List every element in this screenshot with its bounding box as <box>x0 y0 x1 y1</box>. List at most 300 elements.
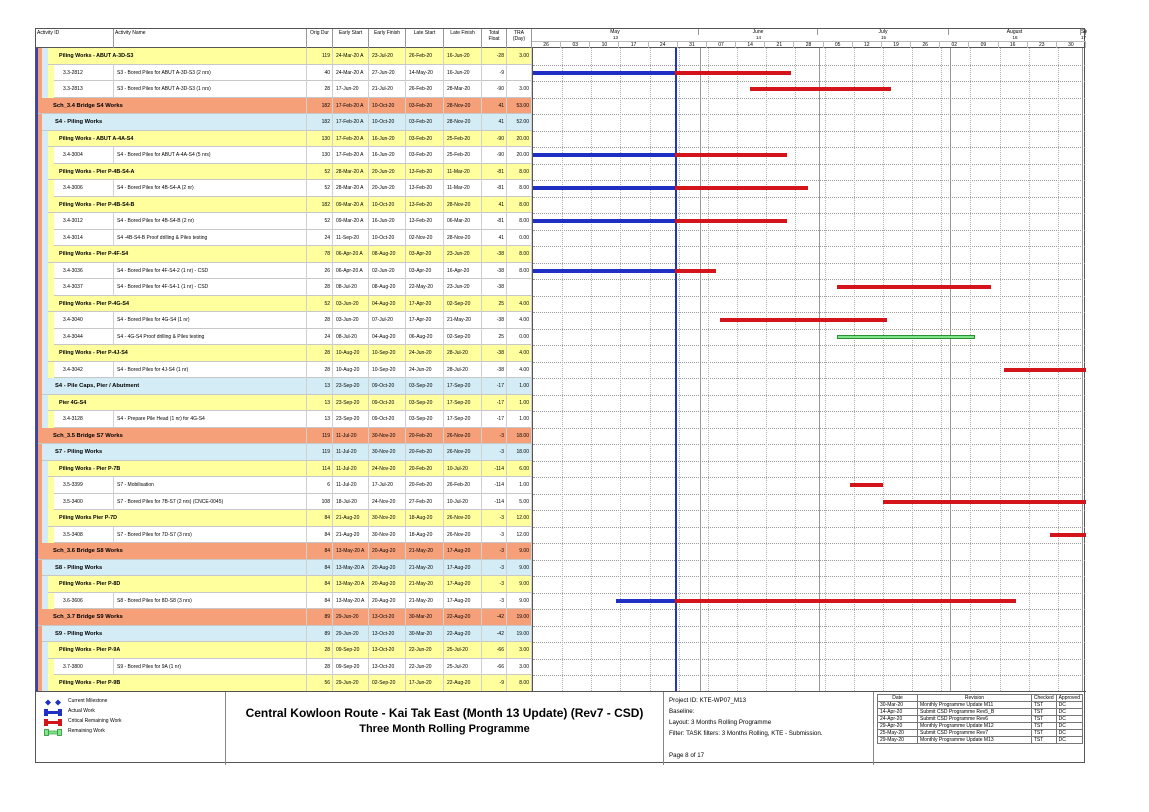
critical-remaining-bar[interactable] <box>850 483 883 487</box>
row-stripe <box>36 362 38 379</box>
wbs-name-cell: Piling Works Pier P-7D <box>56 510 307 526</box>
tra-cell: 3.00 <box>507 642 532 658</box>
early-finish-cell: 23-Jul-20 <box>369 48 406 64</box>
tra-cell: 1.00 <box>507 378 532 394</box>
orig-dur-cell: 24 <box>307 230 333 246</box>
activity-name-cell: S7 - Bored Piles for 7B-S7 (2 nrs) (CNCE-0045) <box>114 494 307 510</box>
wbs-summary-row[interactable] <box>36 114 532 131</box>
early-finish-cell: 30-Nov-20 <box>369 510 406 526</box>
activity-name-cell: S4 - Bored Piles for ABUT A-4A-S4 (5 nrs) <box>114 147 307 163</box>
header-orig-dur[interactable]: Orig Dur <box>307 29 333 48</box>
title-block <box>226 692 664 765</box>
gantt-row-separator <box>533 230 1086 231</box>
gantt-row-separator <box>533 378 1086 379</box>
late-start-cell: 21-May-20 <box>406 576 444 592</box>
tra-cell: 20.00 <box>507 147 532 163</box>
revision-cell: 30-Mar-20 <box>878 702 918 709</box>
late-finish-cell: 02-Sep-20 <box>444 329 482 345</box>
late-finish-cell: 26-Nov-20 <box>444 428 482 444</box>
activity-name-cell: S4 - Bored Piles for 4B-S4-A (2 nr) <box>114 180 307 196</box>
activity-id-cell: 3.3-2813 <box>60 81 114 97</box>
revision-cell: TST <box>1031 702 1056 709</box>
late-start-cell: 26-Feb-20 <box>406 48 444 64</box>
activity-row[interactable] <box>36 312 532 329</box>
late-start-cell: 17-Jun-20 <box>406 675 444 691</box>
late-finish-cell: 02-Sep-20 <box>444 296 482 312</box>
wbs-summary-row[interactable] <box>36 510 532 527</box>
gantt-week-gridline <box>650 48 651 691</box>
wbs-level-indicator <box>48 279 54 296</box>
row-stripe <box>36 642 38 659</box>
tra-cell: 6.00 <box>507 461 532 477</box>
late-start-cell: 20-Feb-20 <box>406 444 444 460</box>
total-float-cell: -3 <box>482 428 507 444</box>
early-finish-cell: 08-Aug-20 <box>369 246 406 262</box>
row-stripe <box>36 494 38 511</box>
critical-remaining-bar[interactable] <box>675 599 1017 603</box>
actual-bar-swatch-icon <box>44 709 62 715</box>
late-finish-cell: 17-Aug-20 <box>444 560 482 576</box>
gantt-row-separator <box>533 279 1086 280</box>
tra-cell: 3.00 <box>507 48 532 64</box>
actual-work-bar[interactable] <box>533 186 675 190</box>
header-late-start[interactable]: Late Start <box>406 29 444 48</box>
activity-row[interactable] <box>36 230 532 247</box>
early-start-cell: 06-Apr-20 A <box>333 246 369 262</box>
late-start-cell: 24-Jun-20 <box>406 345 444 361</box>
report-subtitle: Three Month Rolling Programme <box>359 723 530 735</box>
tra-cell: 8.00 <box>507 164 532 180</box>
tra-cell: 9.00 <box>507 560 532 576</box>
late-start-cell: 03-Apr-20 <box>406 246 444 262</box>
actual-work-bar[interactable] <box>616 599 674 603</box>
revision-table <box>877 694 1083 744</box>
orig-dur-cell: 52 <box>307 296 333 312</box>
baseline: Baseline: <box>669 708 695 715</box>
wbs-name-cell: Pier 4G-S4 <box>56 395 307 411</box>
critical-remaining-bar[interactable] <box>837 285 991 289</box>
row-stripe <box>36 428 38 445</box>
revision-cell: 25-May-20 <box>878 730 918 737</box>
orig-dur-cell: 24 <box>307 329 333 345</box>
wbs-summary-row[interactable] <box>36 461 532 478</box>
wbs-level-indicator <box>48 527 54 544</box>
revision-cell: TST <box>1031 716 1056 723</box>
total-float-cell: -81 <box>482 164 507 180</box>
wbs-summary-row[interactable] <box>36 675 532 692</box>
early-start-cell: 11-Sep-20 <box>333 230 369 246</box>
total-float-cell: -114 <box>482 494 507 510</box>
legend-critical: Critical Remaining Work <box>44 717 122 726</box>
wbs-summary-row[interactable] <box>36 576 532 593</box>
late-start-cell: 17-Apr-20 <box>406 312 444 328</box>
row-stripe <box>36 593 38 610</box>
activity-id-cell: 3.6-3606 <box>60 593 114 609</box>
critical-remaining-bar[interactable] <box>675 219 787 223</box>
header-tra[interactable]: TRA (Day) <box>507 29 532 48</box>
row-stripe <box>36 65 38 82</box>
activity-row[interactable] <box>36 147 532 164</box>
total-float-cell: -38 <box>482 279 507 295</box>
late-finish-cell: 21-May-20 <box>444 312 482 328</box>
timescale-week-start-day: 14 <box>736 41 765 48</box>
wbs-name-cell: S8 - Piling Works <box>52 560 307 576</box>
late-finish-cell: 17-Aug-20 <box>444 543 482 559</box>
critical-remaining-bar[interactable] <box>883 500 1086 504</box>
late-finish-cell: 28-Mar-20 <box>444 81 482 97</box>
late-finish-cell: 28-Nov-20 <box>444 98 482 114</box>
wbs-summary-row[interactable] <box>36 164 532 181</box>
timescale-week-start-day: 16 <box>999 41 1028 48</box>
activity-name-cell: S8 - Bored Piles for 8D-S8 (3 nrs) <box>114 593 307 609</box>
gantt-row-separator <box>533 576 1086 577</box>
early-start-cell: 11-Jul-20 <box>333 477 369 493</box>
late-start-cell: 21-May-20 <box>406 593 444 609</box>
remaining-work-bar[interactable] <box>837 335 974 339</box>
activity-row[interactable] <box>36 180 532 197</box>
activity-row[interactable] <box>36 81 532 98</box>
late-start-cell: 21-May-20 <box>406 543 444 559</box>
tra-cell: 4.00 <box>507 345 532 361</box>
wbs-level-indicator <box>42 510 48 527</box>
early-finish-cell: 02-Jun-20 <box>369 263 406 279</box>
header-activity-name[interactable]: Activity Name <box>114 29 307 48</box>
late-start-cell: 03-Sep-20 <box>406 395 444 411</box>
revision-row <box>878 702 1083 709</box>
tra-cell <box>507 279 532 295</box>
late-start-cell: 02-Nov-20 <box>406 230 444 246</box>
timescale-week-number: 13 <box>612 35 618 40</box>
tra-cell: 19.00 <box>507 609 532 625</box>
orig-dur-cell: 108 <box>307 494 333 510</box>
wbs-summary-row[interactable] <box>36 98 532 115</box>
row-stripe <box>36 560 38 577</box>
total-float-cell: -42 <box>482 609 507 625</box>
orig-dur-cell: 28 <box>307 81 333 97</box>
wbs-level-indicator <box>48 213 54 230</box>
total-float-cell: 41 <box>482 114 507 130</box>
activity-row[interactable] <box>36 593 532 610</box>
milestone-icon <box>44 699 62 705</box>
critical-remaining-bar[interactable] <box>750 87 892 91</box>
row-stripe <box>36 180 38 197</box>
timescale-header <box>532 29 1086 48</box>
early-start-cell: 21-Aug-20 <box>333 510 369 526</box>
row-stripe <box>36 131 38 148</box>
row-stripe <box>36 411 38 428</box>
late-finish-cell: 16-Jun-20 <box>444 65 482 81</box>
wbs-name-cell: Sch_3.5 Bridge S7 Works <box>50 428 307 444</box>
orig-dur-cell: 78 <box>307 246 333 262</box>
late-finish-cell: 28-Nov-20 <box>444 197 482 213</box>
activity-row[interactable] <box>36 477 532 494</box>
activity-name-cell: S3 - Bored Piles for ABUT A-3D-S3 (2 nrs) <box>114 65 307 81</box>
tra-cell: 5.00 <box>507 494 532 510</box>
orig-dur-cell: 26 <box>307 263 333 279</box>
row-stripe <box>36 147 38 164</box>
wbs-summary-row[interactable] <box>36 296 532 313</box>
wbs-level-indicator <box>48 81 54 98</box>
activity-row[interactable] <box>36 494 532 511</box>
early-start-cell: 11-Jul-20 <box>333 428 369 444</box>
activity-id-cell: 3.4-3006 <box>60 180 114 196</box>
late-finish-cell: 16-Apr-20 <box>444 263 482 279</box>
early-finish-cell: 09-Oct-20 <box>369 395 406 411</box>
wbs-level-indicator <box>48 659 54 676</box>
wbs-level-indicator <box>42 395 48 412</box>
wbs-summary-row[interactable] <box>36 428 532 445</box>
wbs-level-indicator <box>48 65 54 82</box>
tra-cell: 8.00 <box>507 213 532 229</box>
tra-cell: 18.00 <box>507 428 532 444</box>
revision-cell: DC <box>1056 737 1082 744</box>
actual-work-bar[interactable] <box>533 219 675 223</box>
late-start-cell: 30-Mar-20 <box>406 626 444 642</box>
wbs-name-cell: S7 - Piling Works <box>52 444 307 460</box>
wbs-summary-row[interactable] <box>36 378 532 395</box>
orig-dur-cell: 84 <box>307 510 333 526</box>
wbs-level-indicator <box>42 164 48 181</box>
gantt-row-separator <box>533 197 1086 198</box>
activity-row[interactable] <box>36 329 532 346</box>
total-float-cell: -38 <box>482 362 507 378</box>
early-finish-cell: 20-Jun-20 <box>369 164 406 180</box>
remaining-bar-swatch-icon <box>44 729 62 735</box>
late-finish-cell: 26-Nov-20 <box>444 527 482 543</box>
tra-cell: 0.00 <box>507 329 532 345</box>
activity-row[interactable] <box>36 263 532 280</box>
revision-cell: 29-May-20 <box>878 737 918 744</box>
early-start-cell: 13-May-20 A <box>333 543 369 559</box>
tra-cell: 3.00 <box>507 659 532 675</box>
late-start-cell: 03-Feb-20 <box>406 131 444 147</box>
tra-cell: 8.00 <box>507 246 532 262</box>
gantt-row-separator <box>533 543 1086 544</box>
activity-id-cell: 3.4-3037 <box>60 279 114 295</box>
critical-remaining-bar[interactable] <box>675 153 787 157</box>
late-start-cell: 26-Feb-20 <box>406 81 444 97</box>
late-start-cell: 14-May-20 <box>406 65 444 81</box>
gantt-week-gridline <box>679 48 680 691</box>
wbs-summary-row[interactable] <box>36 642 532 659</box>
header-early-start[interactable]: Early Start <box>333 29 369 48</box>
legend-milestone: Current Milestone <box>44 697 107 706</box>
timescale-week-start-day: 07 <box>707 41 736 48</box>
total-float-cell: -17 <box>482 395 507 411</box>
gantt-week-gridline <box>562 48 563 691</box>
timescale-week-start-day: 05 <box>824 41 853 48</box>
early-start-cell: 09-Sep-20 <box>333 642 369 658</box>
activity-row[interactable] <box>36 527 532 544</box>
gantt-week-gridline <box>941 48 942 691</box>
tra-cell: 4.00 <box>507 362 532 378</box>
header-late-finish[interactable]: Late Finish <box>444 29 482 48</box>
wbs-name-cell: Piling Works - ABUT A-3D-S3 <box>56 48 307 64</box>
row-stripe <box>36 230 38 247</box>
timescale-week-start-day: 17 <box>619 41 648 48</box>
late-start-cell: 30-Mar-20 <box>406 609 444 625</box>
late-finish-cell: 17-Sep-20 <box>444 378 482 394</box>
filter-description: Filter: TASK filters: 3 Months Rolling, KTE - Submission. <box>669 730 823 737</box>
revision-cell: Submit CSD Programme Rev6 <box>918 716 1032 723</box>
early-finish-cell: 08-Aug-20 <box>369 279 406 295</box>
late-start-cell: 17-Apr-20 <box>406 296 444 312</box>
late-start-cell: 27-Feb-20 <box>406 494 444 510</box>
row-stripe <box>36 345 38 362</box>
gantt-chart-area <box>532 48 1086 691</box>
early-start-cell: 28-Mar-20 A <box>333 180 369 196</box>
wbs-summary-row[interactable] <box>36 444 532 461</box>
late-start-cell: 20-Feb-20 <box>406 461 444 477</box>
wbs-level-indicator <box>48 180 54 197</box>
late-start-cell: 03-Feb-20 <box>406 147 444 163</box>
activity-row[interactable] <box>36 65 532 82</box>
gantt-row-separator <box>533 494 1086 495</box>
activity-name-cell: S9 - Bored Piles for 9A (1 nr) <box>114 659 307 675</box>
row-stripe <box>36 312 38 329</box>
actual-work-bar[interactable] <box>533 71 675 75</box>
late-finish-cell: 28-Nov-20 <box>444 114 482 130</box>
late-start-cell: 06-Aug-20 <box>406 329 444 345</box>
early-start-cell: 08-Jul-20 <box>333 329 369 345</box>
wbs-summary-row[interactable] <box>36 246 532 263</box>
row-stripe <box>36 626 38 643</box>
gantt-row-separator <box>533 131 1086 132</box>
activity-row[interactable] <box>36 213 532 230</box>
total-float-cell: -3 <box>482 510 507 526</box>
row-stripe <box>36 477 38 494</box>
late-finish-cell: 17-Aug-20 <box>444 593 482 609</box>
total-float-cell: -9 <box>482 675 507 691</box>
revision-cell: 29-Apr-20 <box>878 723 918 730</box>
orig-dur-cell: 28 <box>307 345 333 361</box>
total-float-cell: -38 <box>482 246 507 262</box>
gantt-week-gridline <box>825 48 826 691</box>
total-float-cell: 41 <box>482 230 507 246</box>
late-finish-cell: 11-Mar-20 <box>444 180 482 196</box>
early-start-cell: 13-May-20 A <box>333 593 369 609</box>
actual-work-bar[interactable] <box>533 153 675 157</box>
orig-dur-cell: 119 <box>307 48 333 64</box>
critical-remaining-bar[interactable] <box>1004 368 1086 372</box>
early-finish-cell: 13-Oct-20 <box>369 609 406 625</box>
critical-remaining-bar[interactable] <box>1050 533 1087 537</box>
critical-remaining-bar[interactable] <box>675 186 808 190</box>
legend <box>36 692 226 765</box>
activity-name-cell: S4 - Prepare Pile Head (1 nr) for 4G-S4 <box>114 411 307 427</box>
tra-cell: 8.00 <box>507 180 532 196</box>
gantt-week-gridline <box>591 48 592 691</box>
late-start-cell: 21-May-20 <box>406 560 444 576</box>
activity-row[interactable] <box>36 279 532 296</box>
early-start-cell: 09-Mar-20 A <box>333 197 369 213</box>
early-start-cell: 17-Jun-20 <box>333 81 369 97</box>
header-total-float[interactable]: Total Float <box>482 29 507 48</box>
actual-work-bar[interactable] <box>533 269 675 273</box>
orig-dur-cell: 130 <box>307 131 333 147</box>
activity-row[interactable] <box>36 411 532 428</box>
early-start-cell: 17-Feb-20 A <box>333 114 369 130</box>
gantt-week-gridline <box>970 48 971 691</box>
wbs-name-cell: Sch_3.6 Bridge S8 Works <box>50 543 307 559</box>
header-early-finish[interactable]: Early Finish <box>369 29 406 48</box>
tra-cell: 52.00 <box>507 114 532 130</box>
timescale-week-start-day: 26 <box>911 41 940 48</box>
wbs-name-cell: Piling Works - Pier P-9A <box>56 642 307 658</box>
total-float-cell: 25 <box>482 329 507 345</box>
wbs-summary-row[interactable] <box>36 560 532 577</box>
orig-dur-cell: 84 <box>307 527 333 543</box>
gantt-row-separator <box>533 296 1086 297</box>
gantt-row-separator <box>533 477 1086 478</box>
wbs-level-indicator <box>48 329 54 346</box>
wbs-summary-row[interactable] <box>36 48 532 65</box>
late-start-cell: 13-Feb-20 <box>406 180 444 196</box>
total-float-cell: -42 <box>482 626 507 642</box>
critical-remaining-bar[interactable] <box>675 71 792 75</box>
row-stripe <box>36 48 38 65</box>
total-float-cell: -3 <box>482 527 507 543</box>
wbs-summary-row[interactable] <box>36 131 532 148</box>
late-finish-cell: 28-Jul-20 <box>444 362 482 378</box>
tra-cell: 4.00 <box>507 312 532 328</box>
total-float-cell: 41 <box>482 197 507 213</box>
activity-id-cell: 3.5-3408 <box>60 527 114 543</box>
revision-cell: DC <box>1056 716 1082 723</box>
activity-row[interactable] <box>36 362 532 379</box>
gantt-month-gridline <box>950 48 951 691</box>
activity-row[interactable] <box>36 659 532 676</box>
total-float-cell: 41 <box>482 98 507 114</box>
row-stripe <box>36 395 38 412</box>
header-activity-id[interactable]: Activity ID <box>36 29 114 48</box>
total-float-cell: -3 <box>482 560 507 576</box>
wbs-level-indicator <box>42 197 48 214</box>
row-stripe <box>36 576 38 593</box>
timescale-week-number: 14 <box>755 35 761 40</box>
tra-cell: 18.00 <box>507 444 532 460</box>
early-start-cell: 23-Sep-20 <box>333 378 369 394</box>
early-start-cell: 29-Jun-20 <box>333 626 369 642</box>
wbs-summary-row[interactable] <box>36 626 532 643</box>
gantt-row-separator <box>533 675 1086 676</box>
row-stripe <box>36 98 38 115</box>
gantt-week-gridline <box>912 48 913 691</box>
late-finish-cell: 25-Jul-20 <box>444 659 482 675</box>
critical-remaining-bar[interactable] <box>720 318 887 322</box>
late-finish-cell: 23-Jun-20 <box>444 279 482 295</box>
early-start-cell: 11-Jul-20 <box>333 444 369 460</box>
row-stripe <box>36 659 38 676</box>
early-finish-cell: 17-Jul-20 <box>369 477 406 493</box>
wbs-summary-row[interactable] <box>36 395 532 412</box>
tra-cell <box>507 65 532 81</box>
timescale-week-start-day: 12 <box>853 41 882 48</box>
wbs-summary-row[interactable] <box>36 345 532 362</box>
wbs-summary-row[interactable] <box>36 543 532 560</box>
activity-id-cell: 3.4-3004 <box>60 147 114 163</box>
late-finish-cell: 10-Jul-20 <box>444 461 482 477</box>
gantt-row-separator <box>533 428 1086 429</box>
early-finish-cell: 30-Nov-20 <box>369 527 406 543</box>
early-start-cell: 13-May-20 A <box>333 560 369 576</box>
tra-cell: 0.00 <box>507 230 532 246</box>
wbs-summary-row[interactable] <box>36 609 532 626</box>
early-finish-cell: 10-Sep-20 <box>369 362 406 378</box>
wbs-summary-row[interactable] <box>36 197 532 214</box>
critical-remaining-bar[interactable] <box>675 269 717 273</box>
gantt-week-gridline <box>737 48 738 691</box>
